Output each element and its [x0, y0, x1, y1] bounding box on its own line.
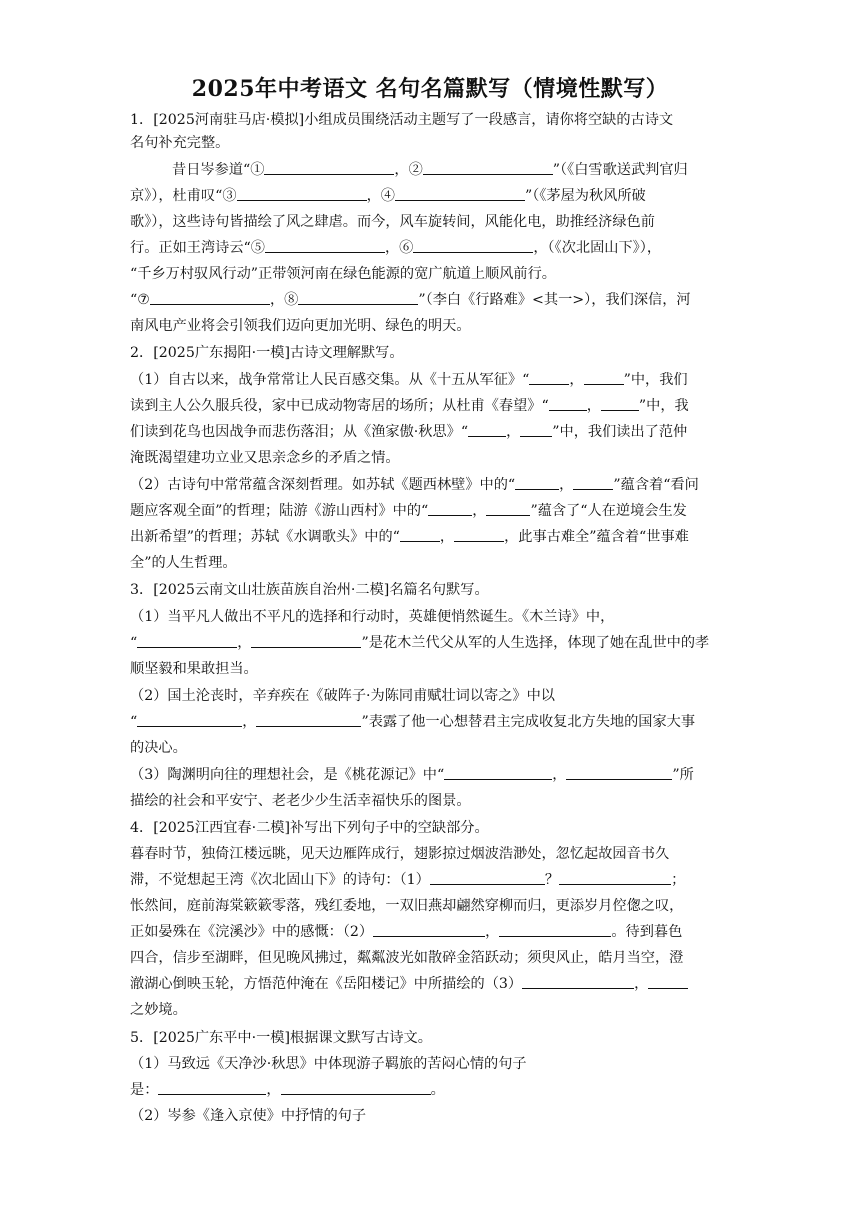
q3-line: （1）当平凡人做出不平凡的选择和行动时，英雄便悄然诞生。《木兰诗》中，	[130, 609, 615, 625]
answer-blank[interactable]	[423, 160, 553, 175]
q3-line: 描绘的社会和平安宁、老老少少生活幸福快乐的图景。	[130, 793, 471, 809]
answer-blank[interactable]	[573, 475, 613, 490]
q4-line: 正如晏殊在《浣溪沙》中的感慨：（2） ， 。待到暮色	[130, 924, 683, 940]
q2-line: 全”的人生哲理。	[130, 555, 237, 571]
q4-line: 澈湖心倒映玉轮，方悟范仲淹在《岳阳楼记》中所描绘的（3） ，	[130, 974, 688, 994]
q1-line: 行。正如王湾诗云“⑤ ，⑥ ，（《次北固山下》），	[130, 240, 662, 256]
answer-blank[interactable]	[251, 633, 361, 648]
q1-line: 昔日岑参道“① ，② ”（《白雪歌送武判官归	[172, 162, 688, 178]
answer-blank[interactable]	[264, 160, 394, 175]
answer-blank[interactable]	[515, 475, 559, 490]
answer-blank[interactable]	[150, 290, 270, 305]
answer-blank[interactable]	[522, 974, 634, 989]
answer-blank[interactable]	[529, 370, 569, 385]
q3-prompt: 3．[2025云南文山壮族苗族自治州·二模]名篇名句默写。	[130, 582, 489, 598]
answer-blank[interactable]	[256, 712, 361, 727]
answer-blank[interactable]	[430, 870, 545, 885]
q5-prompt: 5．[2025广东平中·一模]根据课文默写古诗文。	[130, 1030, 432, 1046]
q4-prompt: 4．[2025江西宜春·二模]补写出下列句子中的空缺部分。	[130, 820, 489, 836]
q3-line: 顺坚毅和果敢担当。	[130, 661, 258, 677]
q4-line: 怅然间，庭前海棠簌簌零落，残红委地，一双旧燕却翩然穿柳而归，更添岁月倥偬之叹，	[130, 898, 684, 914]
q1-prompt: 1．[2025河南驻马店·模拟]小组成员围绕活动主题写了一段感言，请你将空缺的古诗文	[130, 112, 674, 128]
answer-blank[interactable]	[559, 870, 671, 885]
answer-blank[interactable]	[413, 238, 533, 253]
answer-blank[interactable]	[158, 1080, 266, 1095]
q2-line: 出新希望”的哲理；苏轼《水调歌头》中的“ ， ，此事古难全”蕴含着“世事难	[130, 529, 689, 545]
answer-blank[interactable]	[499, 922, 611, 937]
answer-blank[interactable]	[468, 422, 506, 437]
q3-line: 的决心。	[130, 740, 187, 756]
q5-line: （2）岑参《逢入京使》中抒情的句子	[130, 1108, 367, 1124]
answer-blank[interactable]	[237, 186, 367, 201]
q3-line: “ ， ”表露了他一心想替君主完成收复北方失地的国家大事	[130, 714, 696, 730]
q3-line: （2）国土沦丧时，辛弃疾在《破阵子·为陈同甫赋壮词以寄之》中以	[130, 688, 555, 704]
answer-blank[interactable]	[428, 501, 472, 516]
q2-prompt: 2．[2025广东揭阳·一模]古诗文理解默写。	[130, 345, 404, 361]
answer-blank[interactable]	[584, 370, 624, 385]
q1-prompt-cont: 名句补充完整。	[130, 135, 230, 151]
answer-blank[interactable]	[549, 396, 587, 411]
q1-line: 京》），杜甫叹“③ ，④ ”（《茅屋为秋风所破	[130, 188, 646, 204]
q2-line: （1）自古以来，战争常常让人民百感交集。从《十五从军征》“ ， ”中，我们	[130, 372, 688, 388]
q2-line: 读到主人公久服兵役，家中已成动物寄居的场所；从杜甫《春望》“ ， ”中，我	[130, 398, 689, 414]
q4-line: 之妙境。	[130, 1002, 187, 1018]
answer-blank[interactable]	[486, 501, 530, 516]
q2-line: 淹既渴望建功立业又思亲念乡的矛盾之情。	[130, 450, 400, 466]
page-title: 2025年中考语文 名句名篇默写（情境性默写）	[191, 76, 669, 102]
q2-line: 题应客观全面”的哲理；陆游《游山西村》中的“ ， ”蕴含了“人在逆境会生发	[130, 503, 687, 519]
q2-line: （2）古诗句中常常蕴含深刻哲理。如苏轼《题西林壁》中的“ ， ”蕴含着“看问	[130, 477, 699, 493]
answer-blank[interactable]	[454, 527, 504, 542]
q1-line: “千乡万村驭风行动”正带领河南在绿色能源的宽广航道上顺风前行。	[130, 266, 556, 282]
q1-line: “⑦ ，⑧ ”（李白《行路难》<其一>），我们深信，河	[130, 292, 691, 308]
answer-blank[interactable]	[137, 633, 237, 648]
answer-blank[interactable]	[520, 422, 552, 437]
q3-line: （3）陶渊明向往的理想社会，是《桃花源记》中“ ， ”所	[130, 767, 694, 783]
answer-blank[interactable]	[601, 396, 639, 411]
q3-line: “ ， ”是花木兰代父从军的人生选择，体现了她在乱世中的孝	[130, 635, 710, 651]
answer-blank[interactable]	[281, 1080, 431, 1095]
answer-blank[interactable]	[400, 527, 440, 542]
q4-line: 四合，信步至湖畔，但见晚风拂过，粼粼波光如散碎金箔跃动；须臾风止，皓月当空，澄	[130, 950, 684, 966]
q5-line: （1）马致远《天净沙·秋思》中体现游子羁旅的苦闷心情的句子	[130, 1056, 527, 1072]
answer-blank[interactable]	[648, 974, 688, 989]
answer-blank[interactable]	[298, 290, 418, 305]
q1-line: 歌》），这些诗句皆描绘了风之肆虐。而今，风车旋转间，风能化电，助推经济绿色前	[130, 214, 655, 230]
q4-line: 暮春时节，独倚江楼远眺，见天边雁阵成行，翅影掠过烟波浩渺处，忽忆起故园音书久	[130, 846, 670, 862]
q2-line: 们读到花鸟也因战争而悲伤落泪；从《渔家傲·秋思》“ ， ”中，我们读出了范仲	[130, 424, 688, 440]
answer-blank[interactable]	[373, 922, 485, 937]
answer-blank[interactable]	[137, 712, 242, 727]
q4-line: 滞，不觉想起王湾《次北固山下》的诗句：（1） ？ ；	[130, 872, 686, 888]
answer-blank[interactable]	[566, 765, 672, 780]
answer-blank[interactable]	[444, 765, 552, 780]
answer-blank[interactable]	[265, 238, 385, 253]
answer-blank[interactable]	[395, 186, 525, 201]
q1-line: 南风电产业将会引领我们迈向更加光明、绿色的明天。	[130, 318, 471, 334]
q5-line: 是： ， 。	[130, 1082, 445, 1098]
